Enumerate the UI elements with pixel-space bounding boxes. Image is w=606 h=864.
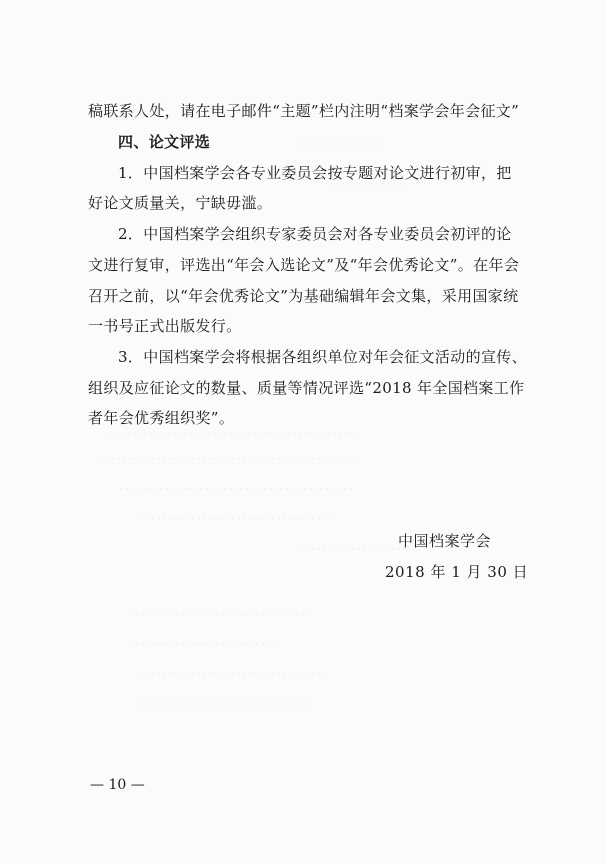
signature-organization: 中国档案学会 (398, 532, 492, 550)
section-heading: 四、论文评选 (118, 133, 211, 151)
bleed-through-texture: · · · · · · · · · · · · · · · · · · · · · · · · · · · · · · · · (130, 610, 311, 620)
bleed-through-texture: · · · · · · · · · · · · · · · · · · · · · · · · · · · · · · · · · · · · · · · · · · · · (110, 430, 359, 440)
body-line-4: 好论文质量关，宁缺毋滥。 (88, 194, 273, 212)
body-line-11: 者年会优秀组织奖”。 (88, 409, 235, 427)
bleed-through-texture: · · · · · · · · · · · · · · · · · · · · · · · · · · · · · · · · · (140, 670, 326, 680)
bleed-through-texture: · · · · · · · · · · · · · · · · · · · · · · · · · · · · · · (140, 700, 309, 710)
bleed-through-texture: · · · · · · · · · · · · · · · · · · · (300, 545, 406, 555)
bleed-through-texture: · · · · · · · · · · · · · · · (300, 140, 383, 150)
body-line-6: 文进行复审，评选出“年会入选论文”及“年会优秀论文”。在年会 (88, 256, 520, 274)
bleed-through-texture: · · · · · · · · · · · · · (330, 180, 402, 190)
body-line-5: 2．中国档案学会组织专家委员会对各专业委员会初评的论 (118, 225, 512, 243)
body-line-3: 1．中国档案学会各专业委员会按专题对论文进行初审，把 (118, 164, 512, 182)
bleed-through-texture: · · · · · · · · · · · · · · · · · · · · · · · · · · (130, 640, 276, 650)
body-line-10: 组织及应征论文的数量、质量等情况评选“2018 年全国档案工作 (88, 379, 525, 397)
body-line-7: 召开之前，以“年会优秀论文”为基础编辑年会文集，采用国家统 (88, 287, 519, 305)
body-line-9: 3．中国档案学会将根据各组织单位对年会征文活动的宣传、 (118, 348, 527, 366)
bleed-through-texture: · · · · · · · · · · · · · · · · · · · · · · · · · · · · · · · · · · · · · · · · · (120, 485, 352, 495)
body-line-1: 稿联系人处，请在电子邮件“主题”栏内注明“档案学会年会征文” (88, 102, 520, 120)
signature-date: 2018 年 1 月 30 日 (385, 563, 529, 581)
bleed-through-texture: · · · · · · · · · · · · · · · · · · · · · · · · · · · · · · · · · · · · · · · · · · · · · (100, 455, 355, 465)
page-number: — 10 — (90, 777, 145, 793)
bleed-through-texture: · · · · · · · · · · · · · · · · · · · · · · · · · · · · · · · · · · (140, 515, 332, 525)
body-line-8: 一书号正式出版发行。 (88, 317, 242, 335)
